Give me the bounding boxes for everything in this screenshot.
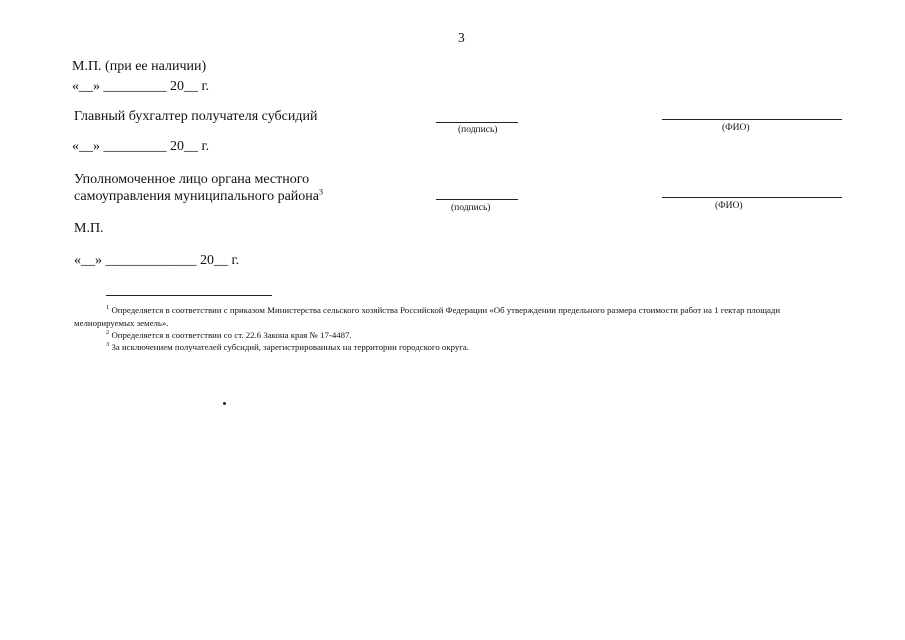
- fio-line-2: [662, 197, 842, 198]
- fio-line-1: [662, 119, 842, 120]
- signature-caption-1: (подпись): [458, 125, 498, 135]
- signature-line-1: [436, 122, 518, 123]
- authorized-person-label-line2: самоуправления муниципального района$^3$: [74, 187, 324, 204]
- stamp-place-label: М.П. (при ее наличии): [72, 59, 207, 74]
- date-line-3: «__» _____________ 20__ г.: [74, 253, 240, 268]
- fio-caption-2: (ФИО): [715, 201, 743, 211]
- signature-caption-2: (подпись): [451, 203, 491, 213]
- footnote-separator: [106, 295, 272, 296]
- footnote-1-line2: мелиорируемых земель».: [74, 318, 169, 328]
- scan-speck: [223, 402, 226, 405]
- footnote-2: $^2$ Определяется в соответствии со ст. 22.6 Закона края № 17-4487.: [106, 329, 352, 340]
- date-line-1: «__» _________ 20__ г.: [72, 79, 210, 94]
- footnote-3: $^3$ За исключением получателей субсидий, зарегистрированных на территории городского округа.: [106, 341, 469, 352]
- authorized-person-label-line1: Уполномоченное лицо органа местного: [74, 172, 310, 187]
- footnote-mark-3: 3: [319, 187, 324, 197]
- fio-caption-1: (ФИО): [722, 123, 750, 133]
- page-number: 3: [458, 30, 465, 45]
- chief-accountant-label: Главный бухгалтер получателя субсидий: [74, 109, 318, 124]
- footnote-1-line1: $^1$ Определяется в соответствии с приказом Министерства сельского хозяйства Российской Федерации «Об утверждении предельного размера стоимости работ на 1 гектар площади: [106, 304, 781, 315]
- signature-line-2: [436, 199, 518, 200]
- date-line-2: «__» _________ 20__ г.: [72, 139, 210, 154]
- stamp-place-label-2: М.П.: [74, 221, 104, 236]
